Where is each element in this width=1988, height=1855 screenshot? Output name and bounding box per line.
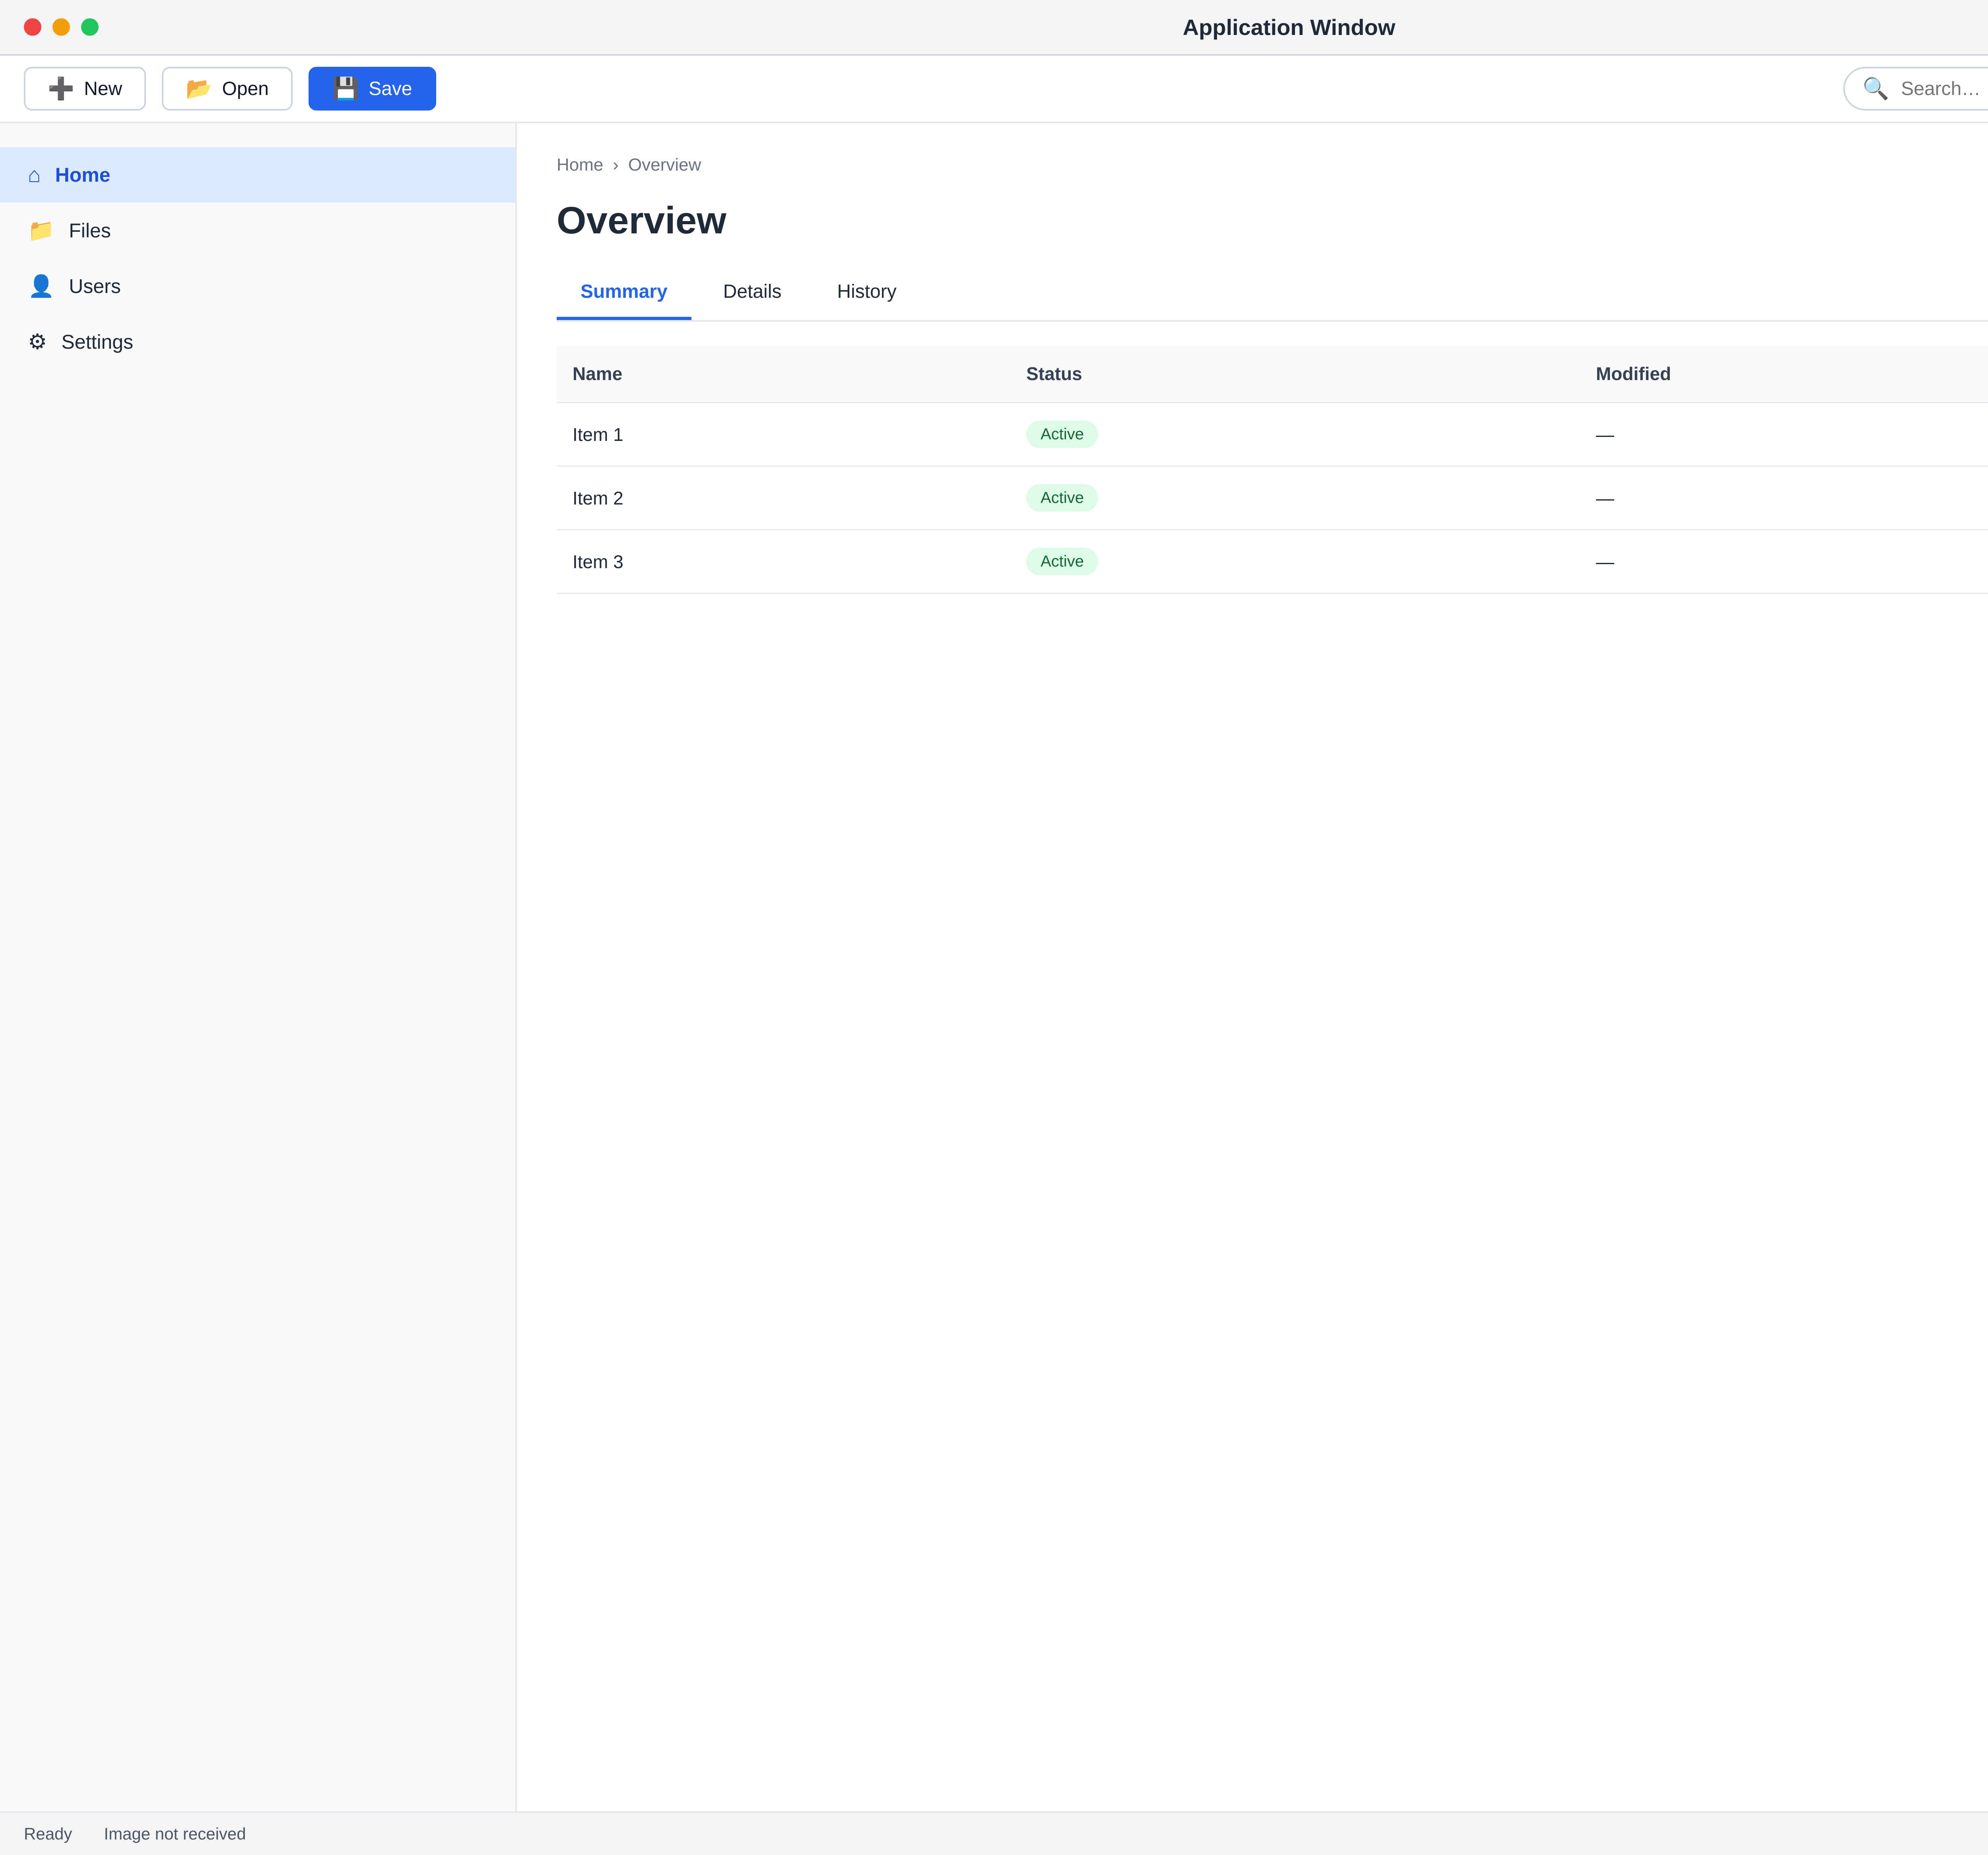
open-button-label: Open [222, 78, 269, 99]
page-title: Overview [557, 199, 726, 242]
sidebar-item-label: Files [69, 219, 111, 242]
close-window-button[interactable] [24, 18, 41, 36]
folder-icon: 📁 [28, 219, 55, 243]
new-button-label: New [84, 78, 122, 99]
tab-details[interactable]: Details [723, 281, 782, 302]
window-title: Application Window [1182, 14, 1396, 40]
table-cell: — [1580, 530, 1988, 594]
column-header[interactable]: Status [1010, 345, 1580, 403]
breadcrumb [557, 155, 1988, 175]
status-badge: Active [1026, 548, 1098, 575]
search-icon: 🔍 [1862, 77, 1889, 101]
table-cell: Item 2 [557, 466, 1010, 530]
column-header[interactable]: Name [557, 345, 1010, 403]
status-badge: Active [1026, 421, 1098, 448]
tab-history[interactable]: History [837, 281, 897, 302]
sidebar-item-home[interactable] [0, 147, 515, 203]
sidebar-item-label: Home [55, 164, 111, 186]
breadcrumb-item[interactable]: Home [557, 155, 604, 175]
breadcrumb-item: Overview [628, 155, 701, 175]
sidebar-item-files[interactable] [0, 203, 515, 258]
minimize-window-button[interactable] [52, 18, 70, 36]
save-button-label: Save [369, 78, 412, 99]
maximize-window-button[interactable] [81, 18, 99, 36]
gear-icon: ⚙ [28, 330, 47, 354]
sidebar-item-label: Users [69, 275, 121, 297]
table-cell [1010, 466, 1580, 530]
save-button[interactable] [309, 67, 436, 111]
title-bar [0, 0, 1988, 56]
table-cell [1010, 403, 1580, 466]
sidebar [0, 123, 517, 1811]
table-row[interactable] [557, 466, 1988, 530]
column-header[interactable]: Modified [1580, 345, 1988, 403]
status-text: Ready [24, 1824, 72, 1843]
sidebar-item-label: Settings [61, 331, 134, 353]
table-cell: Item 3 [557, 530, 1010, 594]
tab-summary[interactable]: Summary [557, 266, 691, 320]
home-icon: ⌂ [28, 163, 41, 187]
plus-icon: ➕ [48, 77, 75, 101]
sidebar-item-users[interactable] [0, 258, 515, 314]
status-note: Image not received [104, 1824, 246, 1843]
window-controls [24, 18, 99, 36]
search-input[interactable] [1900, 78, 1988, 100]
table-header-row [557, 345, 1988, 403]
tab-bar [557, 266, 1988, 322]
chevron-right-icon: › [613, 155, 619, 175]
table-cell: — [1580, 466, 1988, 530]
status-badge: Active [1026, 484, 1098, 512]
table-cell: Item 1 [557, 403, 1010, 466]
table-row[interactable] [557, 530, 1988, 594]
user-icon: 👤 [28, 274, 55, 298]
table-cell [1010, 530, 1580, 594]
folder-open-icon: 📂 [186, 77, 213, 101]
main-panel [517, 123, 1988, 1811]
toolbar [0, 56, 1988, 123]
new-button[interactable] [24, 67, 146, 111]
status-bar [0, 1811, 1988, 1855]
search-box [1843, 67, 1988, 111]
table-cell: — [1580, 403, 1988, 466]
sidebar-item-settings[interactable] [0, 314, 515, 370]
data-table [557, 345, 1988, 594]
table-row[interactable] [557, 403, 1988, 466]
save-icon: 💾 [332, 77, 359, 101]
open-button[interactable] [162, 67, 293, 111]
content-area [0, 123, 1988, 1811]
